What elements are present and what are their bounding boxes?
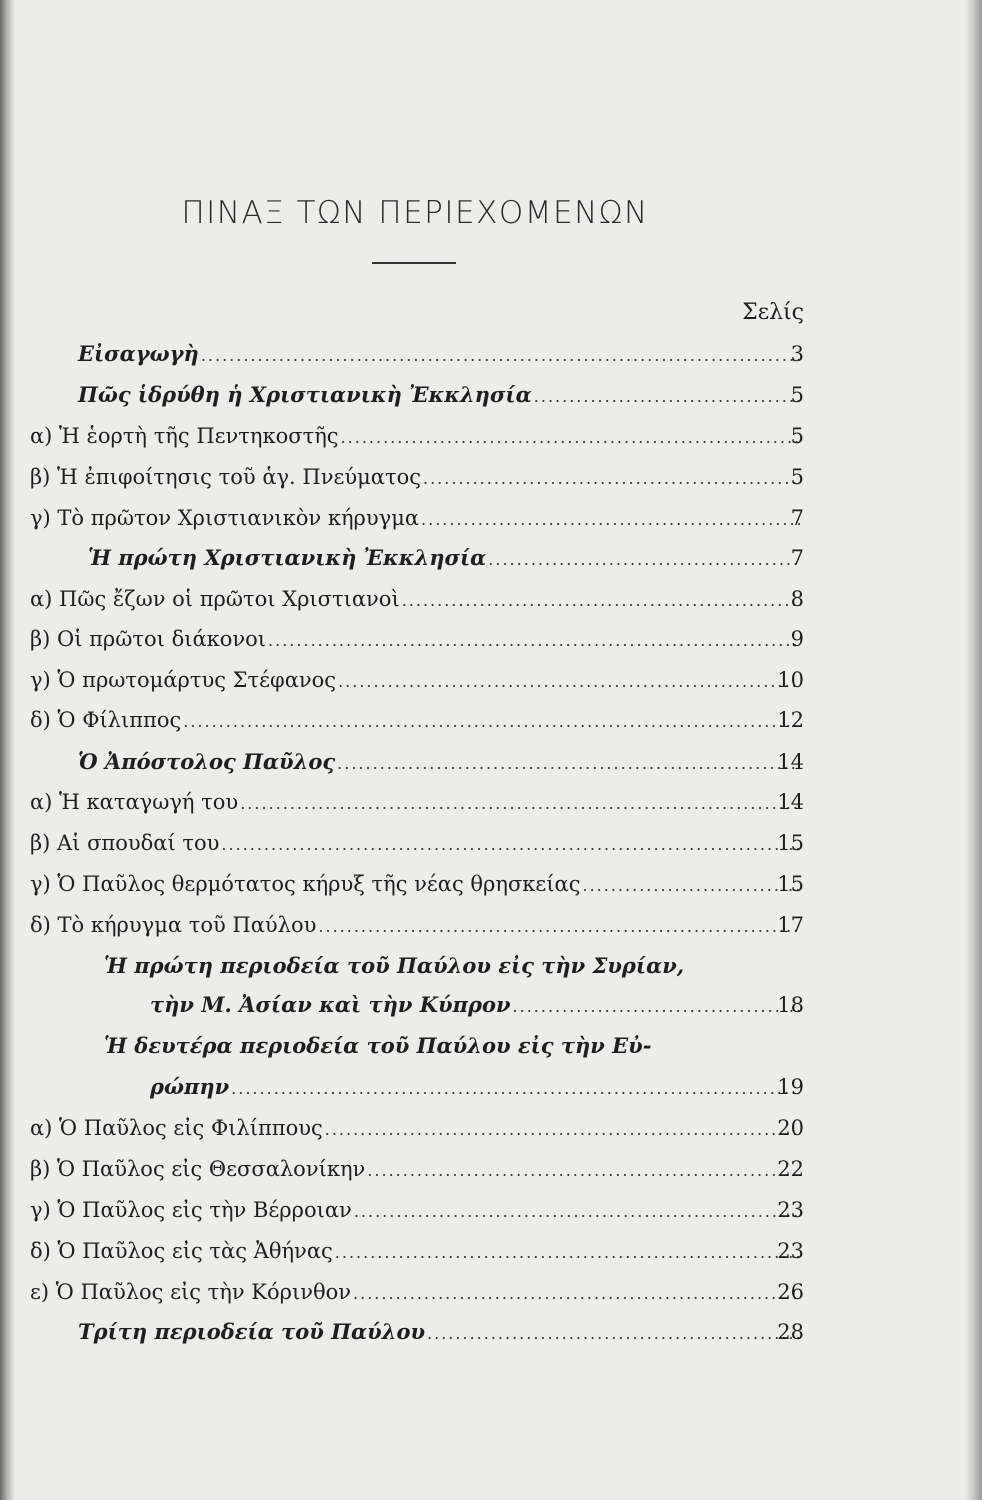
toc-entry-label: β) Ἡ ἐπιφοίτησις τοῦ ἁγ. Πνεύματος — [30, 465, 421, 489]
toc-entry-page: 9 — [790, 627, 804, 651]
toc-entry — [78, 1314, 804, 1350]
toc-entry-page: 5 — [790, 424, 804, 448]
toc-entry-label: Ἡ δευτέρα περιοδεία τοῦ Παύλου εἰς τὴν Εὐ- — [104, 1033, 652, 1058]
toc-entry-label: β) Ὁ Παῦλος εἰς Θεσσαλονίκην — [30, 1157, 366, 1181]
toc-entry — [78, 377, 804, 413]
toc-entry-label: β) Οἱ πρῶτοι διάκονοι — [30, 627, 267, 651]
dot-leader — [221, 827, 800, 863]
toc-entry-page: 22 — [777, 1157, 804, 1181]
dot-leader — [341, 420, 800, 456]
toc-entry-label: Πῶς ἱδρύθη ἡ Χριστιανικὴ Ἐκκλησία — [78, 382, 532, 407]
toc-entry — [30, 1110, 804, 1146]
toc-entry — [30, 1151, 804, 1187]
toc-entry-label: γ) Ὁ Παῦλος εἰς τὴν Βέρροιαν — [30, 1198, 352, 1222]
dot-leader — [338, 664, 800, 700]
toc-entry — [30, 500, 804, 536]
toc-entry-label: Εἰσαγωγὴ — [78, 341, 199, 366]
toc-entry-page: 23 — [777, 1198, 804, 1222]
toc-entry-page: 20 — [777, 1116, 804, 1140]
dot-leader — [335, 1235, 800, 1271]
toc-entry-label: Ἡ πρώτη περιοδεία τοῦ Παύλου εἰς τὴν Συρίαν, — [104, 953, 685, 978]
toc-entry — [88, 540, 804, 576]
toc-entry-page: 18 — [777, 993, 804, 1017]
toc-entry-page: 3 — [790, 342, 804, 366]
dot-leader — [240, 786, 800, 822]
toc-entry-page: 15 — [777, 831, 804, 855]
toc-entry-page: 26 — [777, 1280, 804, 1304]
toc-entry-label: ε) Ὁ Παῦλος εἰς τὴν Κόρινθον — [30, 1280, 352, 1304]
toc-entry — [30, 418, 804, 454]
toc-entry-page: 28 — [777, 1320, 804, 1344]
dot-leader — [318, 909, 800, 945]
toc-entry-label: α) Ὁ Παῦλος εἰς Φιλίππους — [30, 1116, 323, 1140]
toc-entry-page: 15 — [777, 872, 804, 896]
toc-entry — [30, 1274, 804, 1310]
toc-entry-page: 23 — [777, 1239, 804, 1263]
toc-entry-label: β) Αἱ σπουδαί του — [30, 831, 220, 855]
toc-entry-label: α) Ἡ ἑορτὴ τῆς Πεντηκοστῆς — [30, 424, 339, 448]
toc-entry-page: 5 — [790, 383, 804, 407]
dot-leader — [354, 1194, 800, 1230]
toc-entry-page: 12 — [777, 708, 804, 732]
toc-entry-label: Ἡ πρώτη Χριστιανικὴ Ἐκκλησία — [88, 545, 487, 570]
dot-leader — [337, 746, 800, 782]
toc-entry-page: 5 — [790, 465, 804, 489]
toc-entry-page: 17 — [777, 913, 804, 937]
toc-entry-label: α) Ἡ καταγωγή του — [30, 790, 239, 814]
dot-leader — [402, 583, 800, 619]
toc-entry — [30, 784, 804, 820]
toc-entry-label: γ) Τὸ πρῶτον Χριστιανικὸν κήρυγμα — [30, 506, 420, 530]
dot-leader — [367, 1153, 800, 1189]
dot-leader — [325, 1112, 800, 1148]
toc-entry-label: γ) Ὁ Παῦλος θερμότατος κήρυξ τῆς νέας θρησκείας — [30, 872, 581, 896]
toc-entry-label: Τρίτη περιοδεία τοῦ Παύλου — [78, 1319, 426, 1344]
toc-entry — [78, 744, 804, 780]
page-column-header: Σελίς — [742, 300, 804, 325]
toc-entry-label: δ) Τὸ κήρυγμα τοῦ Παύλου — [30, 913, 317, 937]
toc-entry-page: 14 — [777, 750, 804, 774]
toc-entry — [30, 907, 804, 943]
dot-leader — [231, 1071, 800, 1107]
toc-entry — [30, 621, 804, 657]
toc-entry — [150, 1069, 804, 1105]
dot-leader — [183, 704, 800, 740]
toc-entry — [30, 662, 804, 698]
toc-entry-label: ρώπην — [150, 1074, 230, 1099]
dot-leader — [201, 338, 800, 374]
toc-entry — [30, 702, 804, 738]
toc-entry-page: 8 — [790, 587, 804, 611]
toc-entry-page: 7 — [790, 506, 804, 530]
toc-entry-label: γ) Ὁ πρωτομάρτυς Στέφανος — [30, 668, 337, 692]
dot-leader — [353, 1276, 800, 1312]
toc-entry-label: δ) Ὁ Παῦλος εἰς τὰς Ἀθήνας — [30, 1239, 333, 1263]
toc-entry-page: 7 — [790, 546, 804, 570]
toc-entry — [30, 459, 804, 495]
toc-entry-label: δ) Ὁ Φίλιππος — [30, 708, 182, 732]
toc-entry — [30, 1192, 804, 1228]
toc-entry — [78, 336, 804, 372]
dot-leader — [268, 623, 800, 659]
toc-entry — [150, 987, 804, 1023]
toc-entry-label: α) Πῶς ἔζων οἱ πρῶτοι Χριστιανοὶ — [30, 587, 400, 611]
page-title: ΠΙΝΑΞ ΤΩΝ ΠΕΡΙΕΧΟΜΕΝΩΝ — [181, 195, 649, 231]
toc-entry — [30, 1233, 804, 1269]
toc-entry-label: Ὁ Ἀπόστολος Παῦλος — [78, 749, 336, 774]
toc-entry-page: 10 — [777, 668, 804, 692]
toc-entry — [30, 581, 804, 617]
toc-entry — [30, 866, 804, 902]
toc-entry-label: τὴν Μ. Ἀσίαν καὶ τὴν Κύπρον — [150, 992, 511, 1017]
toc-entry-page: 14 — [777, 790, 804, 814]
toc-entry — [30, 825, 804, 861]
toc-entry-page: 19 — [777, 1075, 804, 1099]
